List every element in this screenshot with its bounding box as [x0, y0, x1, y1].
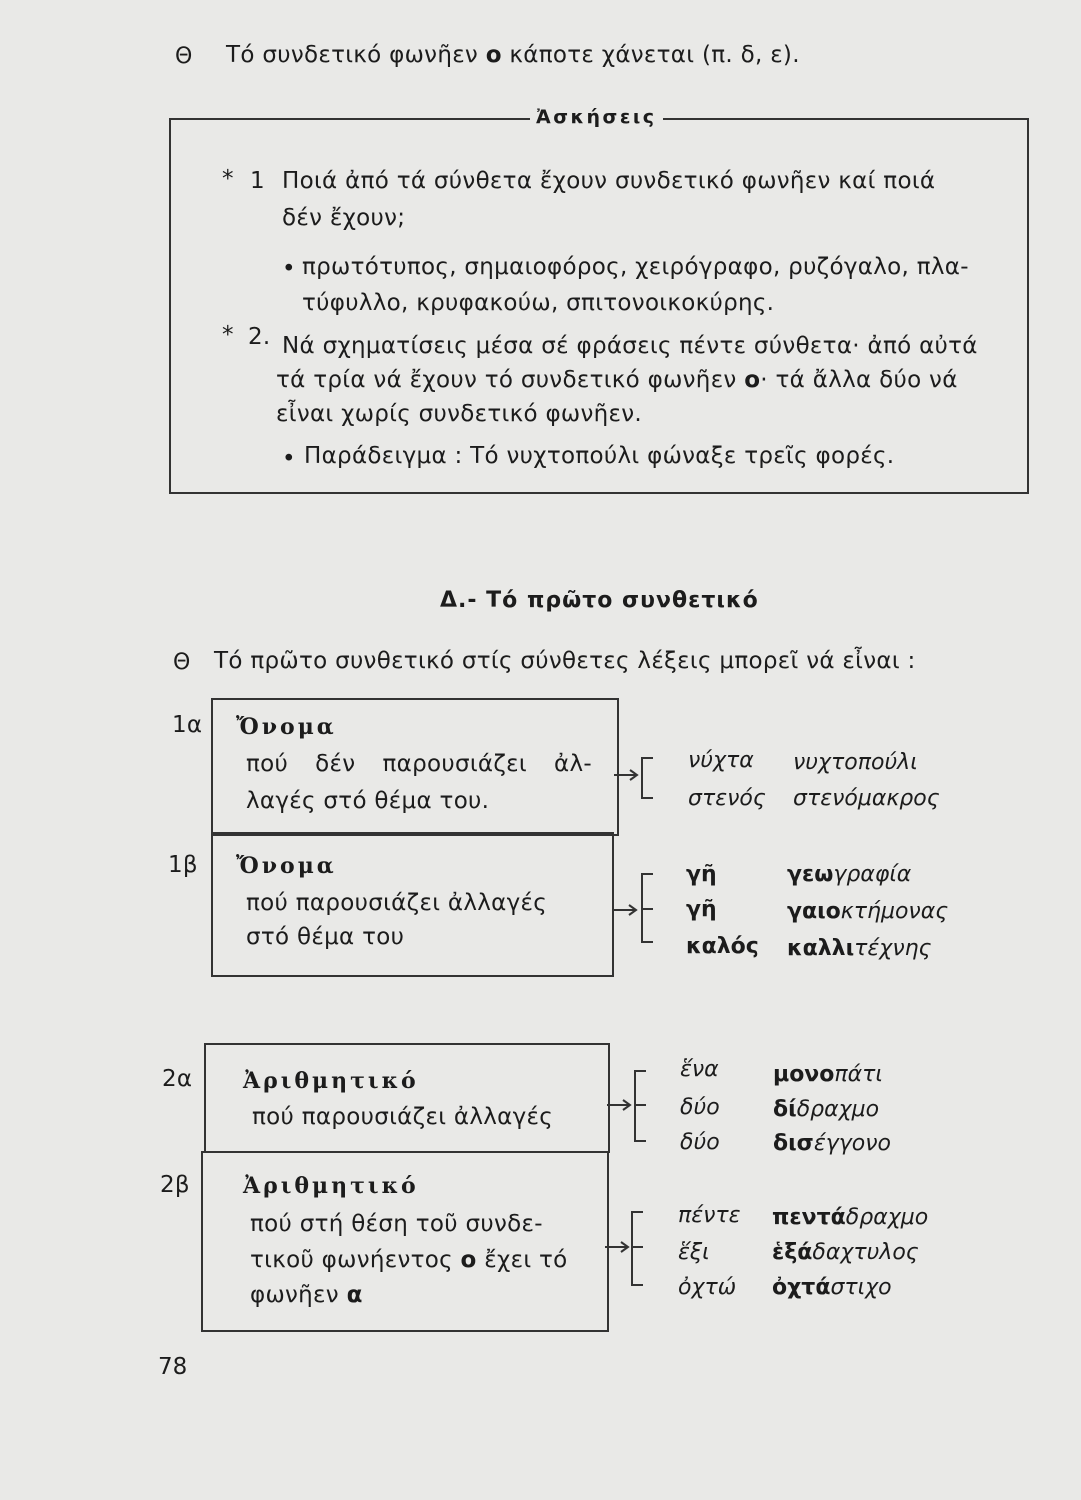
word-1a-1: νύχτα — [688, 748, 754, 773]
compound-1b-3-rest: τέχνης — [854, 936, 932, 961]
compound-2b-1-bold: πεντά — [772, 1205, 846, 1230]
compound-2b-3-rest: στιχο — [830, 1275, 892, 1300]
label-1b: 1β — [168, 852, 198, 878]
compound-1b-2 — [787, 899, 948, 924]
compound-2a-3-rest: έγγονο — [813, 1131, 891, 1156]
box-2a — [204, 1043, 610, 1153]
word-1a-2: στενός — [688, 786, 766, 811]
compound-2a-1-rest: πάτι — [834, 1062, 883, 1087]
word-2b-3: ὀχτώ — [678, 1275, 737, 1300]
compound-1b-3-bold: καλλι — [787, 936, 855, 961]
box-2b-line3-before: φωνῆεν — [250, 1282, 347, 1308]
exercise-1-words-line1: πρωτότυπος, σημαιοφόρος, χειρόγραφο, ρυζόγαλο, πλα- — [302, 254, 969, 280]
box-2b-line1: πού στή θέση τοῦ συνδε- — [250, 1211, 543, 1237]
exercise-1-bullet: • — [282, 256, 296, 282]
bracket-2a-mid — [634, 1104, 646, 1106]
exercise-2-line3: εἶναι χωρίς συνδετικό φωνῆεν. — [276, 401, 643, 427]
compound-2b-2-rest: δαχτυλος — [812, 1240, 919, 1265]
word-2b-1: πέντε — [678, 1203, 741, 1228]
arrow-1b — [613, 903, 641, 917]
label-1a: 1α — [172, 712, 203, 738]
exercise-2-line2 — [276, 367, 958, 393]
top-rule-bold-letter: ο — [485, 42, 502, 68]
box-2b-heading: Ἀριθμητικό — [243, 1173, 419, 1199]
bracket-2a — [634, 1070, 646, 1142]
exercise-2-line1: Νά σχηματίσεις μέσα σέ φράσεις πέντε σύνθετα· ἀπό αὐτά — [282, 333, 978, 359]
exercise-1-words-line2: τύφυλλο, κρυφακούω, σπιτονοικοκύρης. — [302, 290, 775, 316]
label-2b: 2β — [160, 1172, 190, 1198]
compound-1b-2-rest: κτήμονας — [840, 899, 949, 924]
theta-symbol-2: Θ — [173, 650, 191, 675]
exercise-2-bullet: • — [282, 446, 296, 472]
arrow-2a — [607, 1098, 635, 1112]
bracket-2b — [631, 1211, 643, 1286]
compound-1b-1-bold: γεω — [787, 862, 834, 887]
compound-2a-3-bold: δισ — [773, 1131, 814, 1156]
compound-2a-2-rest: δραχμο — [796, 1097, 880, 1122]
top-rule-text-before: Τό συνδετικό φωνῆεν — [226, 42, 486, 68]
box-2a-heading: Ἀριθμητικό — [243, 1068, 419, 1094]
box-1a-line2: λαγές στό θέμα του. — [246, 788, 490, 814]
top-rule-text-after: κάποτε χάνεται (π. δ, ε). — [501, 42, 800, 68]
box-1b-heading: Ὄνομα — [236, 853, 337, 879]
exercise-1-star: * — [222, 166, 234, 192]
exercises-title: Ἀσκήσεις — [530, 106, 663, 128]
compound-1b-3 — [787, 936, 931, 961]
compound-2b-1 — [772, 1205, 928, 1230]
exercise-2-line2-bold: ο — [744, 367, 761, 393]
box-2b-line3 — [250, 1282, 363, 1308]
bracket-1b-mid — [641, 908, 653, 910]
page-number: 78 — [158, 1354, 188, 1380]
exercise-1-number: 1 — [250, 168, 265, 194]
box-2b-line3-bold: α — [346, 1282, 363, 1308]
box-1b-line2: στό θέμα του — [246, 924, 405, 950]
section-intro: Τό πρῶτο συνθετικό στίς σύνθετες λέξεις μπορεῖ νά εἶναι : — [214, 648, 916, 674]
exercise-1-line1: Ποιά ἀπό τά σύνθετα ἔχουν συνδετικό φωνῆεν καί ποιά — [282, 168, 936, 194]
section-title: Δ.- Τό πρῶτο συνθετικό — [440, 588, 759, 613]
theta-symbol: Θ — [175, 44, 193, 69]
compound-2b-2-bold: ἑξά — [772, 1240, 813, 1265]
word-1b-1: γῆ — [686, 862, 717, 887]
compound-2b-2 — [772, 1240, 919, 1265]
exercise-2-line2-after: · τά ἄλλα δύο νά — [760, 367, 958, 393]
compound-2a-1 — [773, 1062, 883, 1087]
word-1b-2: γῆ — [686, 897, 717, 922]
bracket-2b-mid — [631, 1246, 643, 1248]
compound-2b-1-rest: δραχμο — [845, 1205, 929, 1230]
word-2b-2: ἕξι — [678, 1240, 710, 1265]
compound-1b-2-bold: γαιο — [787, 899, 841, 924]
top-rule-text — [226, 42, 800, 68]
exercise-2-star: * — [222, 322, 234, 348]
box-1a-line1: πού δέν παρουσιάζει ἀλ- — [246, 751, 592, 777]
box-2b-line2-before: τικοῦ φωνήεντος — [250, 1247, 461, 1273]
box-2b-line2-after: ἔχει τό — [476, 1247, 568, 1273]
box-2b-line2-bold: ο — [460, 1247, 477, 1273]
box-1a-heading: Ὄνομα — [236, 714, 337, 740]
arrow-2b — [605, 1240, 633, 1254]
box-2b-line2 — [250, 1247, 568, 1273]
word-2a-2: δύο — [680, 1095, 720, 1120]
word-2a-1: ἕνα — [680, 1057, 719, 1082]
compound-2a-3 — [773, 1131, 891, 1156]
compound-2a-2 — [773, 1097, 879, 1122]
compound-1a-2: στενόμακρος — [793, 786, 940, 811]
exercise-2-example: Παράδειγμα : Τό νυχτοπούλι φώναξε τρεῖς φορές. — [304, 443, 895, 469]
word-2a-3: δύο — [680, 1130, 720, 1155]
compound-2b-3-bold: ὀχτά — [772, 1275, 831, 1300]
exercise-2-number: 2. — [248, 324, 271, 350]
compound-2a-2-bold: δί — [773, 1097, 797, 1122]
box-1b-line1: πού παρουσιάζει ἀλλαγές — [246, 890, 548, 916]
compound-2b-3 — [772, 1275, 892, 1300]
exercise-1-line2: δέν ἔχουν; — [282, 205, 406, 231]
bracket-1a — [641, 757, 653, 799]
label-2a: 2α — [162, 1066, 193, 1092]
arrow-1a — [614, 768, 642, 782]
compound-1b-1-rest: γραφία — [833, 862, 912, 887]
box-2a-line1: πού παρουσιάζει ἀλλαγές — [252, 1104, 554, 1130]
word-1b-3: καλός — [686, 934, 759, 959]
exercise-2-line2-before: τά τρία νά ἔχουν τό συνδετικό φωνῆεν — [276, 367, 745, 393]
compound-2a-1-bold: μονο — [773, 1062, 835, 1087]
compound-1a-1: νυχτοπούλι — [793, 750, 918, 775]
compound-1b-1 — [787, 862, 911, 887]
